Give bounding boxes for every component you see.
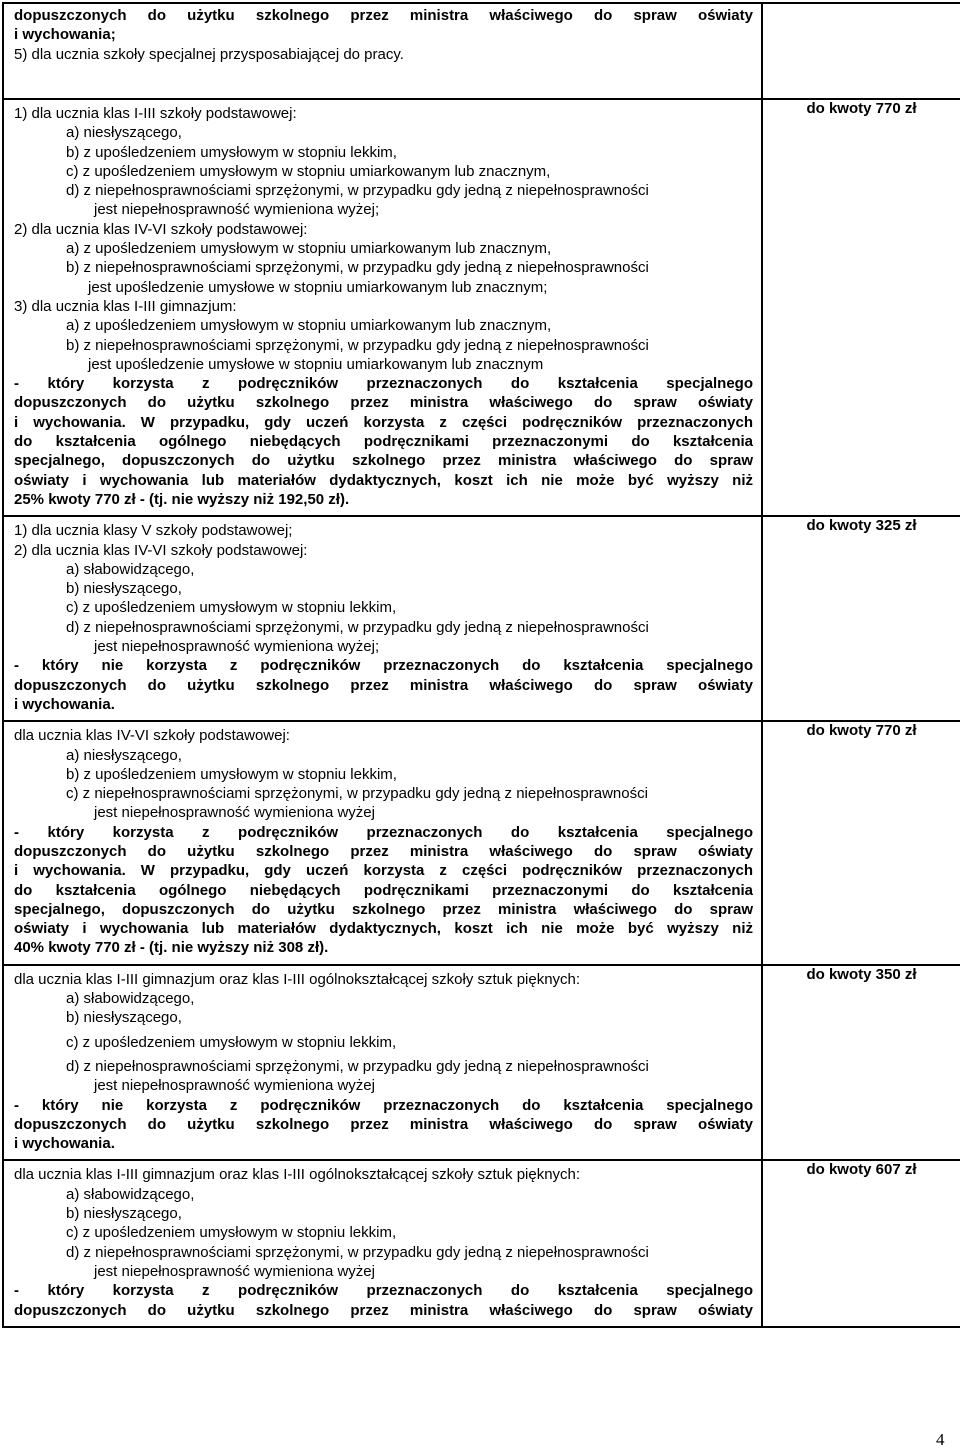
text-line: 1) dla ucznia klas I-III szkoły podstawowej: xyxy=(14,105,297,122)
text-line: dopuszczonych do użytku szkolnego przez ministra właściwego do spraw oświaty xyxy=(14,394,753,412)
text-line: a) z upośledzeniem umysłowym w stopniu umiarkowanym lub znacznym, xyxy=(66,317,552,335)
text-line: d) z niepełnosprawnościami sprzężonymi, w przypadku gdy jedną z niepełnosprawności xyxy=(66,1057,649,1075)
text-line: i wychowania. W przypadku, gdy uczeń korzysta z części podręczników przeznaczonych xyxy=(14,413,753,431)
table-row xyxy=(3,516,960,721)
text-line: - który korzysta z podręczników przeznaczonych do kształcenia specjalnego xyxy=(14,375,753,393)
allowance-table xyxy=(2,2,960,1328)
text-line: 5) dla ucznia szkoły specjalnej przysposabiającej do pracy. xyxy=(14,45,404,63)
text-line: b) niesłyszącego, xyxy=(66,580,182,598)
text-line: 1) dla ucznia klasy V szkoły podstawowej; xyxy=(14,522,293,540)
description-cell xyxy=(3,1160,762,1326)
text-line: - który nie korzysta z podręczników przeznaczonych do kształcenia specjalnego xyxy=(14,657,753,675)
text-line: i wychowania; xyxy=(14,26,116,44)
text-line: 3) dla ucznia klas I-III gimnazjum: xyxy=(14,297,237,315)
text-line: dla ucznia klas I-III gimnazjum oraz klas I-III ogólnokształcącej szkoły sztuk pięknych: xyxy=(14,1166,581,1184)
text-line: 25% kwoty 770 zł - (tj. nie wyższy niż 192,50 zł). xyxy=(14,490,350,508)
text-line: jest niepełnosprawność wymieniona wyżej xyxy=(94,1077,375,1095)
text-line: dopuszczonych do użytku szkolnego przez ministra właściwego do spraw oświaty xyxy=(14,676,753,694)
amount-cell: do kwoty 770 zł xyxy=(762,721,960,965)
table-row xyxy=(3,99,960,516)
text-line: 2) dla ucznia klas IV-VI szkoły podstawowej: xyxy=(14,541,308,559)
amount-cell: do kwoty 350 zł xyxy=(762,965,960,1161)
text-line: dopuszczonych do użytku szkolnego przez ministra właściwego do spraw oświaty xyxy=(14,1115,753,1133)
page-number: 4 xyxy=(936,1430,945,1449)
text-line: jest niepełnosprawność wymieniona wyżej; xyxy=(94,638,380,656)
text-line: - który nie korzysta z podręczników przeznaczonych do kształcenia specjalnego xyxy=(14,1096,753,1114)
table-row xyxy=(3,1160,960,1326)
text-line: b) z niepełnosprawnościami sprzężonymi, w przypadku gdy jedną z niepełnosprawności xyxy=(66,259,649,277)
text-line: b) niesłyszącego, xyxy=(66,1009,182,1027)
text-line: a) słabowidzącego, xyxy=(66,990,195,1008)
text-line: b) niesłyszącego, xyxy=(66,1205,182,1223)
text-line: jest niepełnosprawność wymieniona wyżej; xyxy=(94,201,380,219)
amount-cell: do kwoty 607 zł xyxy=(762,1160,960,1326)
table-row xyxy=(3,3,960,99)
text-line: jest niepełnosprawność wymieniona wyżej xyxy=(94,1262,375,1280)
text-line: oświaty i wychowania lub materiałów dydaktycznych, koszt ich nie może być wyższy niż xyxy=(14,920,753,938)
text-line: dopuszczonych do użytku szkolnego przez ministra właściwego do spraw oświaty xyxy=(14,7,753,24)
description-cell xyxy=(3,99,762,516)
amount-cell: do kwoty 770 zł xyxy=(762,99,960,516)
text-line: dopuszczonych do użytku szkolnego przez ministra właściwego do spraw oświaty xyxy=(14,1301,753,1319)
text-line: i wychowania. xyxy=(14,695,115,713)
description-cell xyxy=(3,516,762,721)
text-line: dla ucznia klas IV-VI szkoły podstawowej: xyxy=(14,727,290,745)
text-line: d) z niepełnosprawnościami sprzężonymi, w przypadku gdy jedną z niepełnosprawności xyxy=(66,618,649,636)
text-line: dla ucznia klas I-III gimnazjum oraz klas I-III ogólnokształcącej szkoły sztuk pięknych: xyxy=(14,970,581,988)
text-line: c) z upośledzeniem umysłowym w stopniu lekkim, xyxy=(66,599,397,617)
text-line: jest upośledzenie umysłowe w stopniu umiarkowanym lub znacznym xyxy=(88,355,544,373)
table-row xyxy=(3,721,960,965)
text-line: b) z niepełnosprawnościami sprzężonymi, w przypadku gdy jedną z niepełnosprawności xyxy=(66,336,649,354)
text-line: dopuszczonych do użytku szkolnego przez ministra właściwego do spraw oświaty xyxy=(14,842,753,860)
text-line: - który korzysta z podręczników przeznaczonych do kształcenia specjalnego xyxy=(14,823,753,841)
text-line: do kształcenia ogólnego niebędących podręcznikami przeznaczonymi do kształcenia xyxy=(14,433,753,451)
text-line: b) z upośledzeniem umysłowym w stopniu lekkim, xyxy=(66,143,397,161)
text-line: c) z upośledzeniem umysłowym w stopniu lekkim, xyxy=(66,1224,397,1242)
amount-cell xyxy=(762,3,960,99)
text-line: a) niesłyszącego, xyxy=(66,746,182,764)
text-line: a) słabowidzącego, xyxy=(66,560,195,578)
text-line: i wychowania. xyxy=(14,1135,115,1153)
text-line: do kształcenia ogólnego niebędących podręcznikami przeznaczonymi do kształcenia xyxy=(14,881,753,899)
amount-cell: do kwoty 325 zł xyxy=(762,516,960,721)
text-line: d) z niepełnosprawnościami sprzężonymi, w przypadku gdy jedną z niepełnosprawności xyxy=(66,182,649,200)
text-line: a) niesłyszącego, xyxy=(66,124,182,142)
text-line: a) słabowidzącego, xyxy=(66,1185,195,1203)
text-line: jest upośledzenie umysłowe w stopniu umiarkowanym lub znacznym; xyxy=(88,278,548,296)
description-cell xyxy=(3,721,762,965)
text-line: a) z upośledzeniem umysłowym w stopniu umiarkowanym lub znacznym, xyxy=(66,240,552,258)
text-line: 40% kwoty 770 zł - (tj. nie wyższy niż 308 zł). xyxy=(14,939,329,957)
text-line: jest niepełnosprawność wymieniona wyżej xyxy=(94,804,375,822)
text-line: oświaty i wychowania lub materiałów dydaktycznych, koszt ich nie może być wyższy niż xyxy=(14,471,753,489)
text-line: specjalnego, dopuszczonych do użytku szkolnego przez ministra właściwego do spraw xyxy=(14,900,753,918)
text-line: c) z niepełnosprawnościami sprzężonymi, w przypadku gdy jedną z niepełnosprawności xyxy=(66,785,648,803)
text-line: c) z upośledzeniem umysłowym w stopniu umiarkowanym lub znacznym, xyxy=(66,162,551,180)
description-cell xyxy=(3,965,762,1161)
text-line: i wychowania. W przypadku, gdy uczeń korzysta z części podręczników przeznaczonych xyxy=(14,862,753,880)
description-cell xyxy=(3,3,762,99)
text-line: - który korzysta z podręczników przeznaczonych do kształcenia specjalnego xyxy=(14,1282,753,1300)
text-line: d) z niepełnosprawnościami sprzężonymi, w przypadku gdy jedną z niepełnosprawności xyxy=(66,1243,649,1261)
text-line: c) z upośledzeniem umysłowym w stopniu lekkim, xyxy=(66,1033,397,1051)
text-line: b) z upośledzeniem umysłowym w stopniu lekkim, xyxy=(66,765,397,783)
table-row xyxy=(3,965,960,1161)
text-line: specjalnego, dopuszczonych do użytku szkolnego przez ministra właściwego do spraw xyxy=(14,452,753,470)
text-line: 2) dla ucznia klas IV-VI szkoły podstawowej: xyxy=(14,220,308,238)
